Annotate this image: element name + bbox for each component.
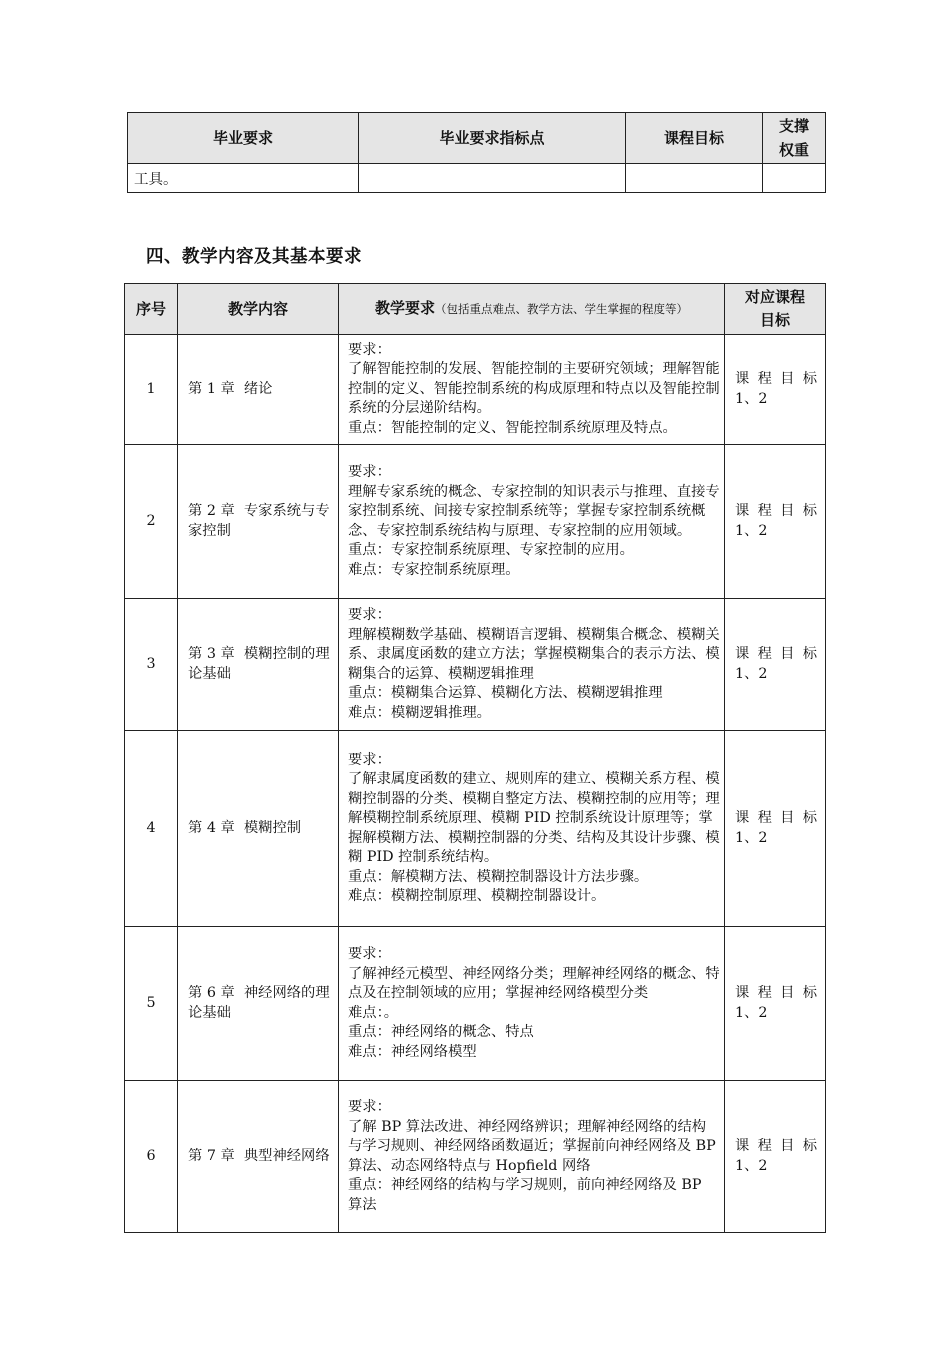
teaching-content-body (125, 335, 826, 1233)
requirement-line: 要求： (348, 341, 391, 358)
requirement-line: 理解模糊数学基础、模糊语言逻辑、模糊集合概念、模糊关系、隶属度函数的建立方法；掌握模糊集合的表示方法、模糊集合的运算、模糊逻辑推理 (348, 626, 720, 682)
cell-course-goal (725, 1081, 826, 1233)
graduation-requirements-table (127, 112, 826, 193)
cell-chapter: 第 2 章 专家系统与专家控制 (178, 445, 339, 599)
requirement-line: 要求： (348, 464, 391, 480)
requirement-line: 了解隶属度函数的建立、规则库的建立、模糊关系方程、模糊控制器的分类、模糊自整定方法、模糊控制的应用等；理解模糊控制系统原理、模糊 PID 控制系统设计原理等；掌握解模糊方法、模糊控制器的分类、结构及其设计步骤、模糊 PID 控制系统结构。 (348, 771, 720, 865)
cell-chapter: 第 7 章 典型神经网络 (178, 1081, 339, 1233)
table-row (125, 927, 826, 1081)
table-header-row (125, 284, 826, 335)
cell-index: 4 (125, 731, 178, 927)
requirement-line: 重点：专家控制系统原理、专家控制的应用。 (348, 542, 634, 558)
course-goal-numbers: 1、2 (735, 829, 768, 846)
cell-course-goal (626, 164, 763, 193)
header-course-goal (725, 284, 826, 335)
header-grad-indicator: 毕业要求指标点 (359, 113, 626, 164)
header-support-weight (763, 113, 826, 164)
requirement-line: 要求： (348, 751, 391, 768)
table-row (125, 731, 826, 927)
course-goal-label: 课程目标 (735, 371, 817, 387)
requirement-line: 难点：。 (348, 1004, 399, 1021)
cell-chapter: 第 6 章 神经网络的理论基础 (178, 927, 339, 1081)
requirement-line: 了解神经元模型、神经网络分类；理解神经网络的概念、特点及在控制领域的应用；掌握神经网络模型分类 (348, 965, 720, 1001)
cell-chapter: 第 1 章 绪论 (178, 335, 339, 445)
cell-index: 2 (125, 445, 178, 599)
cell-chapter: 第 3 章 模糊控制的理论基础 (178, 599, 339, 731)
requirement-line: 要求： (348, 1099, 391, 1115)
cell-index: 1 (125, 335, 178, 445)
cell-course-goal (725, 335, 826, 445)
header-requirements-main: 教学要求 (374, 299, 435, 317)
cell-requirements (339, 445, 725, 599)
cell-requirements (339, 1081, 725, 1233)
course-goal-numbers: 1、2 (735, 522, 768, 539)
requirement-line: 了解 BP 算法改进、神经网络辨识；理解神经网络的结构与学习规则、神经网络函数逼近；掌握前向神经网络及 BP 算法、动态网络特点与 Hopfield 网络 (348, 1118, 716, 1174)
requirement-line: 难点：模糊控制原理、模糊控制器设计。 (348, 888, 606, 904)
requirement-line: 重点：神经网络的结构与学习规则，前向神经网络及 BP 算法 (348, 1177, 702, 1213)
table-header-row (128, 113, 826, 164)
header-weight-line-2: 权重 (778, 141, 809, 159)
requirement-line: 理解专家系统的概念、专家控制的知识表示与推理、直接专家控制系统、间接专家控制系统等；掌握专家控制系统概念、专家控制系统结构与原理、专家控制的应用领域。 (348, 483, 720, 539)
cell-course-goal (725, 445, 826, 599)
requirement-line: 难点：神经网络模型 (348, 1043, 477, 1060)
requirement-line: 重点：智能控制的定义、智能控制系统原理及特点。 (348, 419, 677, 436)
requirement-line: 难点：模糊逻辑推理。 (348, 704, 491, 721)
requirement-line: 难点：专家控制系统原理。 (348, 561, 520, 578)
header-requirements-note: （包括重点难点、教学方法、学生掌握的程度等） (435, 302, 688, 316)
course-goal-numbers: 1、2 (735, 1157, 768, 1174)
course-goal-label: 课程目标 (735, 646, 817, 662)
section-title: 四、教学内容及其基本要求 (146, 247, 362, 267)
header-goal-line-2: 目标 (759, 311, 790, 329)
cell-course-goal (725, 731, 826, 927)
table-row (128, 164, 826, 193)
table-row (125, 599, 826, 731)
cell-requirements (339, 927, 725, 1081)
course-goal-label: 课程目标 (735, 1138, 817, 1154)
requirement-line: 要求： (348, 946, 391, 962)
cell-support-weight (763, 164, 826, 193)
requirement-line: 要求： (348, 607, 391, 623)
table-row (125, 445, 826, 599)
table-row (125, 335, 826, 445)
cell-index: 5 (125, 927, 178, 1081)
cell-requirements (339, 335, 725, 445)
cell-grad-requirement: 工具。 (128, 164, 359, 193)
header-weight-line-1: 支撑 (778, 117, 809, 135)
course-goal-label: 课程目标 (735, 985, 817, 1001)
header-requirements (339, 284, 725, 335)
cell-index: 3 (125, 599, 178, 731)
cell-index: 6 (125, 1081, 178, 1233)
requirement-line: 重点：神经网络的概念、特点 (348, 1024, 534, 1040)
header-goal-line-1: 对应课程 (744, 288, 805, 306)
table-row (125, 1081, 826, 1233)
requirement-line: 了解智能控制的发展、智能控制的主要研究领域；理解智能控制的定义、智能控制系统的构成原理和特点以及智能控制系统的分层递阶结构。 (348, 361, 720, 417)
course-goal-numbers: 1、2 (735, 1004, 768, 1021)
header-index: 序号 (125, 284, 178, 335)
cell-requirements (339, 731, 725, 927)
cell-chapter: 第 4 章 模糊控制 (178, 731, 339, 927)
course-goal-numbers: 1、2 (735, 665, 768, 682)
requirement-line: 重点：模糊集合运算、模糊化方法、模糊逻辑推理 (348, 685, 663, 701)
cell-requirements (339, 599, 725, 731)
header-course-goal: 课程目标 (626, 113, 763, 164)
course-goal-numbers: 1、2 (735, 390, 768, 407)
cell-grad-indicator (359, 164, 626, 193)
course-goal-label: 课程目标 (735, 503, 817, 519)
cell-course-goal (725, 599, 826, 731)
header-grad-requirement: 毕业要求 (128, 113, 359, 164)
requirement-line: 重点：解模糊方法、模糊控制器设计方法步骤。 (348, 868, 649, 885)
header-content: 教学内容 (178, 284, 339, 335)
cell-course-goal (725, 927, 826, 1081)
course-goal-label: 课程目标 (735, 810, 817, 826)
teaching-content-table (124, 283, 826, 1233)
